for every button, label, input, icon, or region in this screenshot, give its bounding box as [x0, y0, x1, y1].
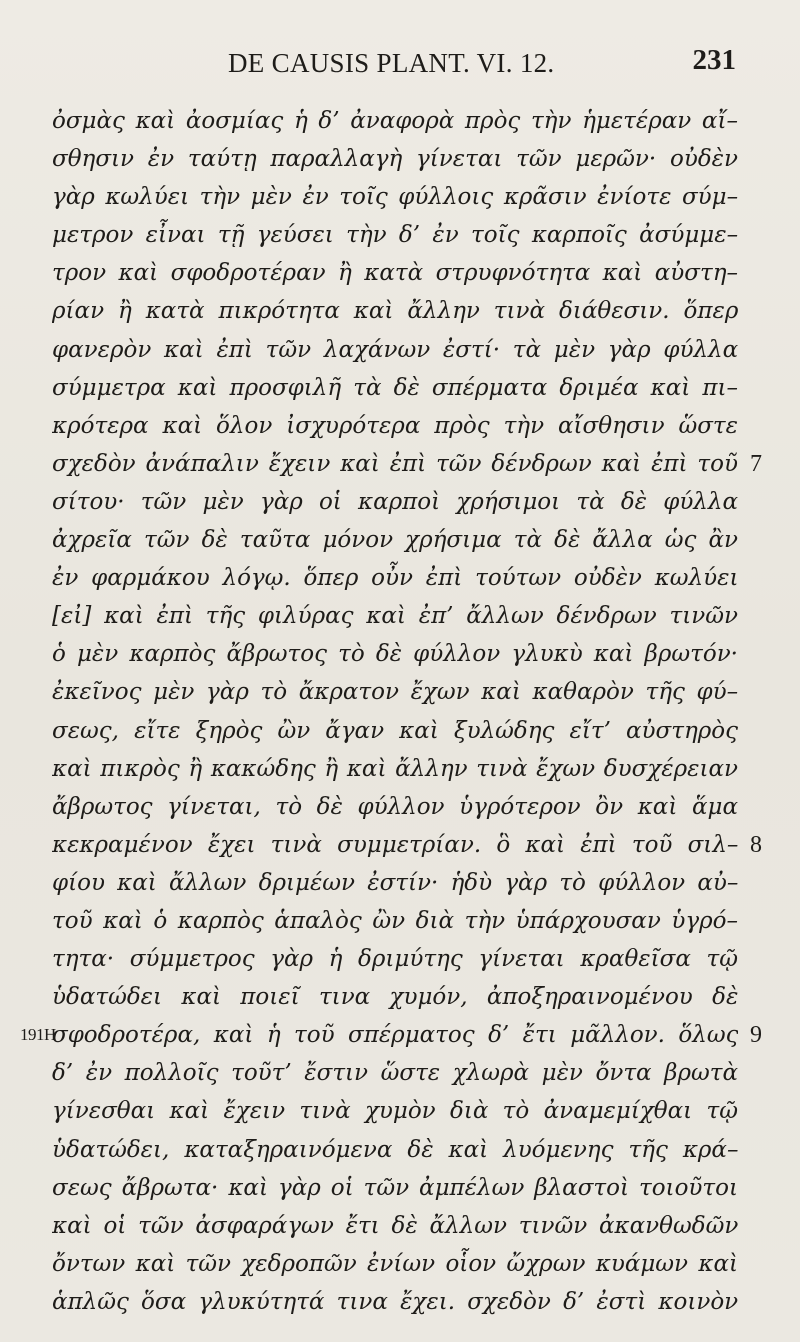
text-line	[0, 1131, 800, 1169]
text-line	[0, 369, 800, 407]
line-text: τοῦ καὶ ὁ καρπὸς ἁπαλὸς ὢν διὰ τὴν ὑπάρχουσαν ὑγρό–	[52, 907, 738, 934]
line-text: σθησιν ἐν ταύτῃ παραλλαγὴ γίνεται τῶν μερῶν· οὐδὲν	[52, 146, 738, 173]
text-line	[0, 826, 800, 864]
text-line	[0, 940, 800, 978]
line-text: σεως, εἴτε ξηρὸς ὢν ἄγαν καὶ ξυλώδης εἴτ’ αὐστηρὸς	[52, 717, 738, 744]
text-line	[0, 1245, 800, 1283]
text-line	[0, 902, 800, 940]
text-line	[0, 331, 800, 369]
text-line	[0, 978, 800, 1016]
line-text: κεκραμένον ἔχει τινὰ συμμετρίαν. ὃ καὶ ἐπὶ τοῦ σιλ–	[52, 831, 738, 858]
text-line	[0, 864, 800, 902]
line-text: καὶ πικρὸς ἢ κακώδης ἢ καὶ ἄλλην τινὰ ἔχων δυσχέρειαν	[52, 755, 738, 782]
line-text: δ’ ἐν πολλοῖς τοῦτ’ ἔστιν ὥστε χλωρὰ μὲν ὄντα βρωτὰ	[52, 1060, 738, 1087]
section-number: 9	[750, 1022, 762, 1049]
line-text: τρον καὶ σφοδροτέραν ἢ κατὰ στρυφνότητα καὶ αὐστη–	[52, 260, 738, 287]
greek-text-body	[0, 102, 800, 1321]
line-text: ἐκεῖνος μὲν γὰρ τὸ ἄκρατον ἔχων καὶ καθαρὸν τῆς φύ–	[52, 679, 738, 706]
line-text: φανερὸν καὶ ἐπὶ τῶν λαχάνων ἐστί· τὰ μὲν γὰρ φύλλα	[52, 336, 738, 363]
text-line	[0, 1207, 800, 1245]
section-number: 8	[750, 831, 762, 858]
text-line	[0, 407, 800, 445]
line-text: ὁ μὲν καρπὸς ἄβρωτος τὸ δὲ φύλλον γλυκὺ καὶ βρωτόν·	[52, 641, 738, 668]
text-line	[0, 1054, 800, 1092]
line-text: μετρον εἶναι τῇ γεύσει τὴν δ’ ἐν τοῖς καρποῖς ἀσύμμε–	[52, 222, 738, 249]
line-text: ἁπλῶς ὅσα γλυκύτητά τινα ἔχει. σχεδὸν δ’ ἐστὶ κοινὸν	[52, 1288, 738, 1315]
text-line	[0, 483, 800, 521]
line-text: ρίαν ἢ κατὰ πικρότητα καὶ ἄλλην τινὰ διάθεσιν. ὅπερ	[52, 298, 738, 325]
line-text: ὄντων καὶ τῶν χεδροπῶν ἐνίων οἷον ὤχρων κυάμων καὶ	[52, 1250, 738, 1277]
text-line	[0, 102, 800, 140]
text-line	[0, 521, 800, 559]
text-line	[0, 635, 800, 673]
line-text: σφοδροτέρα, καὶ ἡ τοῦ σπέρματος δ’ ἔτι μᾶλλον. ὅλως	[52, 1022, 738, 1049]
text-line	[0, 788, 800, 826]
line-text: τητα· σύμμετρος γὰρ ἡ δριμύτης γίνεται κραθεῖσα τῷ	[52, 946, 738, 973]
running-title: DE CAUSIS PLANT. VI. 12.	[228, 48, 555, 78]
text-line	[0, 559, 800, 597]
line-text: ἄβρωτος γίνεται, τὸ δὲ φύλλον ὑγρότερον ὂν καὶ ἅμα	[52, 793, 738, 820]
page-number: 231	[692, 44, 736, 76]
text-line	[0, 1169, 800, 1207]
text-line	[0, 178, 800, 216]
line-text: σχεδὸν ἀνάπαλιν ἔχειν καὶ ἐπὶ τῶν δένδρων καὶ ἐπὶ τοῦ	[52, 450, 738, 477]
line-text: γὰρ κωλύει τὴν μὲν ἐν τοῖς φύλλοις κρᾶσιν ἐνίοτε σύμ–	[52, 184, 738, 211]
line-text: σύμμετρα καὶ προσφιλῆ τὰ δὲ σπέρματα δριμέα καὶ πι–	[52, 374, 738, 401]
text-line	[0, 254, 800, 292]
line-text: ὑδατώδει καὶ ποιεῖ τινα χυμόν, ἀποξηραινομένου δὲ	[52, 984, 738, 1011]
text-line	[0, 673, 800, 711]
text-line	[0, 1283, 800, 1321]
margin-page-reference: 191H	[20, 1025, 56, 1045]
line-text: [εἰ] καὶ ἐπὶ τῆς φιλύρας καὶ ἐπ’ ἄλλων δένδρων τινῶν	[52, 603, 738, 630]
text-line	[0, 597, 800, 635]
text-line	[0, 140, 800, 178]
text-line	[0, 750, 800, 788]
page-header	[0, 42, 800, 82]
line-text: ἀχρεῖα τῶν δὲ ταῦτα μόνον χρήσιμα τὰ δὲ ἄλλα ὡς ἂν	[52, 527, 738, 554]
text-line	[0, 1016, 800, 1054]
line-text: ὑδατώδει, καταξηραινόμενα δὲ καὶ λυόμενης τῆς κρά–	[52, 1136, 738, 1163]
line-text: γίνεσθαι καὶ ἔχειν τινὰ χυμὸν διὰ τὸ ἀναμεμίχθαι τῷ	[52, 1098, 738, 1125]
text-line	[0, 445, 800, 483]
text-line	[0, 712, 800, 750]
line-text: σίτου· τῶν μὲν γὰρ οἱ καρποὶ χρήσιμοι τὰ δὲ φύλλα	[52, 488, 738, 515]
line-text: ὀσμὰς καὶ ἀοσμίας ἡ δ’ ἀναφορὰ πρὸς τὴν ἡμετέραν αἴ–	[52, 108, 738, 134]
line-text: σεως ἄβρωτα· καὶ γὰρ οἱ τῶν ἀμπέλων βλαστοὶ τοιοῦτοι	[52, 1174, 738, 1201]
line-text: καὶ οἱ τῶν ἀσφαράγων ἔτι δὲ ἄλλων τινῶν ἀκανθωδῶν	[52, 1212, 738, 1239]
text-line	[0, 216, 800, 254]
text-line	[0, 292, 800, 330]
text-line	[0, 1092, 800, 1130]
section-number: 7	[750, 450, 762, 477]
line-text: κρότερα καὶ ὅλον ἰσχυρότερα πρὸς τὴν αἴσθησιν ὥστε	[52, 412, 738, 439]
line-text: ἐν φαρμάκου λόγῳ. ὅπερ οὖν ἐπὶ τούτων οὐδὲν κωλύει	[52, 565, 738, 592]
line-text: φίου καὶ ἄλλων δριμέων ἐστίν· ἡδὺ γὰρ τὸ φύλλον αὐ–	[52, 869, 738, 896]
